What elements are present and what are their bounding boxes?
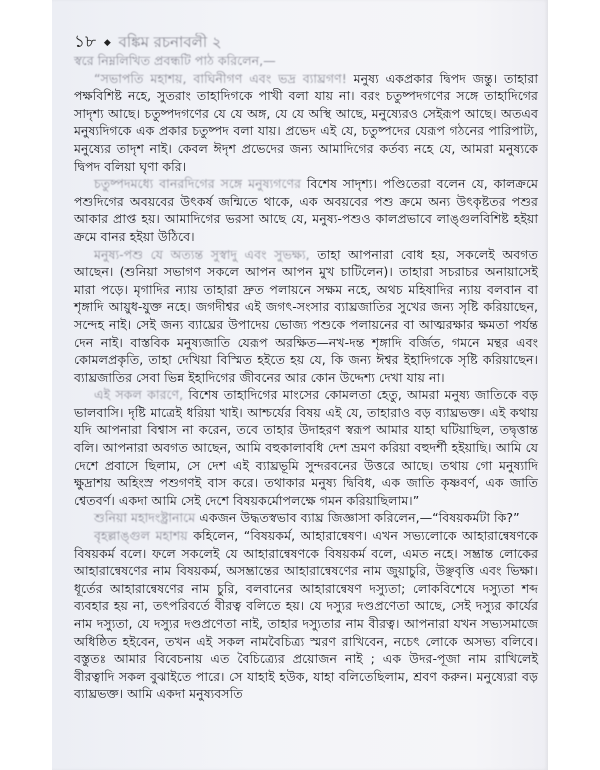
paragraph: মনুষ্য-পশু যে অত্যন্ত সুস্বাদু এবং সুভক্ষ্য, তাহা আপনারা বোধ হয়, সকলেই অবগত আছেন। (শুনিয়া সভাগণ সকলে আপন আপন মুখ চাটিলেন)। তাহারা সচরাচর অনায়াসেই মারা পড়ে। মৃগাদির ন্যায় তাহারা দ্রুত পলায়নে সক্ষম নহে, অথচ মহিষাদির ন্যায় বলবান বা শৃঙ্গাদি আয়ুধ-যুক্ত নহে। জগদীশ্বর এই জগৎ-সংসার ব্যাঘ্রজাতির সুখের জন্য সৃষ্টি করিয়াছেন, সন্দেহ নাই। সেই জন্য ব্যাঘ্রের উপাদেয় ভোজ্য পশুকে পলায়নের বা আত্মরক্ষার ক্ষমতা পর্যন্ত দেন নাই। বাস্তবিক মনুষ্যজাতি যেরূপ অরক্ষিত—নখ-দন্ত শৃঙ্গাদি বর্জিত, গমনে মন্থর এবং কোমলপ্রকৃতি, তাহা দেখিয়া বিস্মিত হইতে হয় যে, কি জন্য ঈশ্বর ইহাদিগকে সৃষ্টি করিয়াছেন। ব্যাঘ্রজাতির সেবা ভিন্ন ইহাদিগের জীবনের আর কোন উদ্দেশ্য দেখা যায় না।: [74, 246, 538, 385]
book-page: [52, 0, 548, 770]
page-body: [74, 52, 538, 703]
running-title: বঙ্কিম রচনাবলী ২: [118, 33, 222, 51]
diamond-bullet-icon: ◆: [103, 38, 111, 48]
paragraph: “সভাপতি মহাশয়, বাঘিনীগণ এবং ভদ্র ব্যাঘ্রগণ! মনুষ্য একপ্রকার দ্বিপদ জন্তু। তাহারা পক্ষবিশিষ্ট নহে, সুতরাং তাহাদিগকে পাখী বলা যায় না। বরং চতুষ্পদগণের সঙ্গে তাহাদিগের সাদৃশ্য আছে। চতুষ্পদগণের যে যে অঙ্গ, যে যে অস্থি আছে, মনুষ্যেরও সেইরূপ আছে। অতএব মনুষ্যদিগকে এক প্রকার চতুষ্পদ বলা যায়। প্রভেদ এই যে, চতুষ্পদের যেরূপ গঠনের পারিপাট্য, মনুষ্যের তাদৃশ নাই। কেবল ঈদৃশ প্রভেদের জন্য আমাদিগের কর্তব্য নহে যে, আমরা মনুষ্যকে দ্বিপদ বলিয়া ঘৃণা করি।: [74, 70, 538, 174]
paragraph: শুনিয়া মহাদংষ্ট্রানামে একজন উদ্ধতস্বভাব ব্যাঘ্র জিজ্ঞাসা করিলেন,—“বিষয়কর্মটা কি?”: [94, 510, 520, 526]
paragraph: স্বরে নিম্নলিখিত প্রবন্ধটি পাঠ করিলেন,—: [74, 53, 276, 68]
paragraph: বৃহল্লাঙ্গুল মহাশয় কহিলেন, “বিষয়কর্ম, আহারান্বেষণ। এখন সভ্যলোকে আহারান্বেষণকে বিষয়কর্ম বলে। ফলে সকলেই যে আহারান্বেষণকে বিষয়কর্ম বলে, এমত নহে। সম্ভ্রান্ত লোকের আহারান্বেষণের নাম বিষয়কর্ম, অসম্ভ্রান্তের আহারান্বেষণের নাম জুয়াচুরি, উঞ্ছবৃত্তি এবং ভিক্ষা। ধূর্তের আহারান্বেষণের নাম চুরি, বলবানের আহারান্বেষণ দস্যুতা; লোকবিশেষে দস্যুতা শব্দ ব্যবহার হয় না, তৎপরিবর্তে বীরত্ব বলিতে হয়। যে দস্যুর দণ্ডপ্রণেতা আছে, সেই দস্যুর কার্যের নাম দস্যুতা, যে দস্যুর দণ্ডপ্রণেতা নাই, তাহার দস্যুতার নাম বীরত্ব। আপনারা যখন সভ্যসমাজে অধিষ্ঠিত হইবেন, তখন এই সকল নামবৈচিত্র্য স্মরণ রাখিবেন, নচেৎ লোকে অসভ্য বলিবে। বস্তুতঃ আমার বিবেচনায় এত বৈচিত্র্যের প্রয়োজন নাই ; এক উদর-পূজা নাম রাখিলেই বীরত্বাদি সকল বুঝাইতে পারে। সে যাহাই হউক, যাহা বলিতেছিলাম, শ্রবণ করুন। মনুষ্যেরা বড় ব্যাঘ্রভক্ত। আমি একদা মনুষ্যবসতি: [74, 528, 538, 702]
page-number: ১৮: [74, 32, 97, 52]
paragraph: চতুষ্পদমধ্যে বানরদিগের সঙ্গে মনুষ্যগণের বিশেষ সাদৃশ্য। পণ্ডিতেরা বলেন যে, কালক্রমে পশুদিগের অবয়বের উৎকর্ষ জন্মিতে থাকে, এক অবয়বের পশু ক্রমে অন্য উৎকৃষ্টতর পশুর আকার প্রাপ্ত হয়। আমাদিগের ভরসা আছে যে, মনুষ্য-পশুও কালপ্রভাবে লাঙ্গুলবিশিষ্ট হইয়া ক্রমে বানর হইয়া উঠিবে।: [74, 176, 538, 244]
paragraph: এই সকল কারণে, বিশেষ তাহাদিগের মাংসের কোমলতা হেতু, আমরা মনুষ্য জাতিকে বড় ভালবাসি। দৃষ্টি মাত্রেই ধরিয়া খাই। আশ্চর্যের বিষয় এই যে, তাহারাও বড় ব্যাঘ্রভক্ত। এই কথায় যদি আপনারা বিশ্বাস না করেন, তবে তাহার উদাহরণ স্বরূপ আমার যাহা ঘটিয়াছিল, তদ্বৃত্তান্ত বলি। আপনারা অবগত আছেন, আমি বহুকালাবধি দেশ ভ্রমণ করিয়া বহুদর্শী হইয়াছি। আমি যে দেশে প্রবাসে ছিলাম, সে দেশ এই ব্যাঘ্রভূমি সুন্দরবনের উত্তরে আছে। তথায় গো মনুষ্যাদি ক্ষুদ্রাশয় অহিংস্র পশুগণই বাস করে। তথাকার মনুষ্য দ্বিবিধ, এক জাতি কৃষ্ণবর্ণ, এক জাতি শ্বেতবর্ণ। একদা আমি সেই দেশে বিষয়কর্মোপলক্ষে গমন করিয়াছিলাম।”: [74, 387, 538, 508]
